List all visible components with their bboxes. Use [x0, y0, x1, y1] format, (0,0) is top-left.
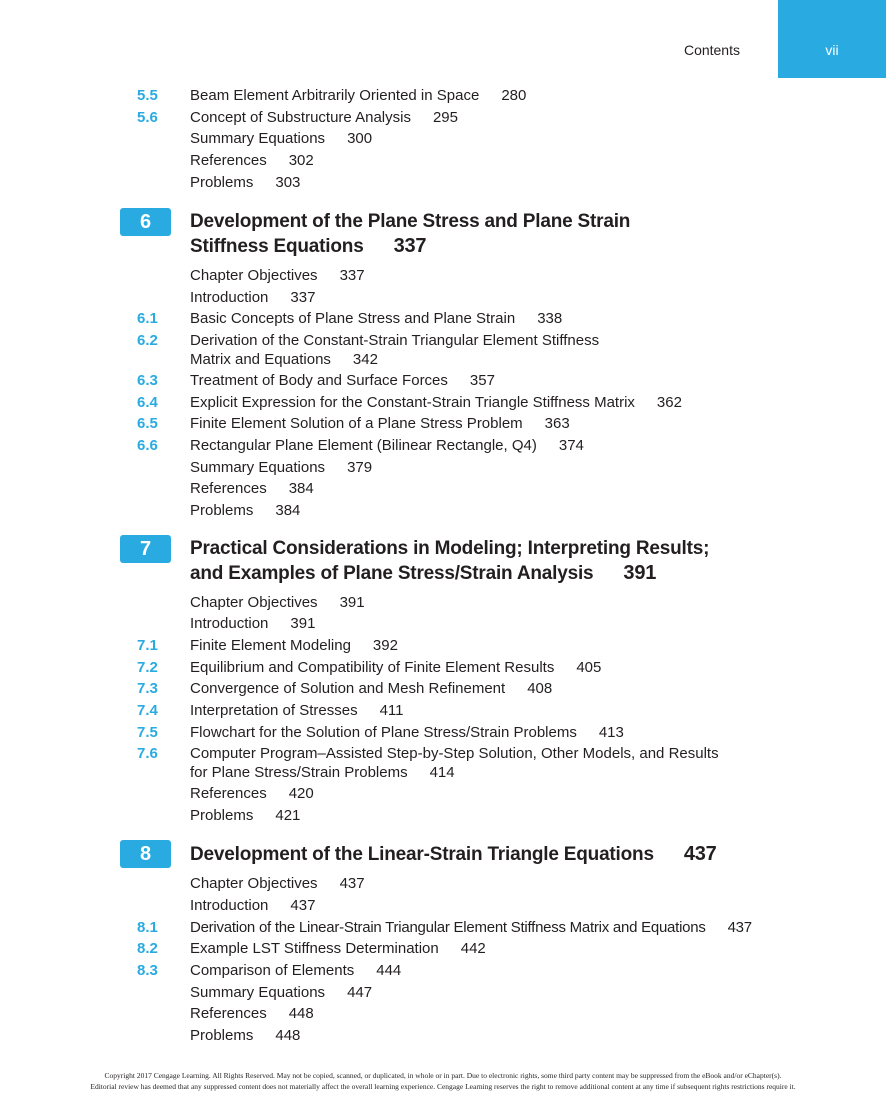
entry-page: 437: [727, 919, 752, 936]
page-number-tab: [778, 0, 886, 78]
toc-entry[interactable]: [190, 744, 719, 782]
page-number: vii: [825, 42, 839, 58]
toc-entry[interactable]: [190, 1026, 300, 1045]
entry-page: 362: [656, 394, 682, 411]
toc-entry[interactable]: [190, 288, 315, 307]
chapter-title-line: Stiffness Equations: [190, 236, 364, 257]
toc-entry[interactable]: [190, 266, 365, 285]
entry-title: Introduction: [190, 897, 269, 914]
entry-title: Summary Equations: [190, 130, 326, 147]
section-number: 7.1: [137, 637, 158, 654]
entry-title: Chapter Objectives: [190, 267, 318, 284]
entry-page: 444: [376, 962, 402, 979]
entry-page: 374: [558, 437, 584, 454]
entry-page: 414: [429, 764, 455, 781]
section-number: 6.3: [137, 372, 158, 389]
entry-page: 342: [352, 351, 378, 368]
toc-entry[interactable]: [190, 108, 458, 127]
chapter-number-badge: 6: [120, 208, 171, 236]
chapter-title[interactable]: [190, 842, 717, 867]
entry-page: 405: [576, 659, 602, 676]
entry-title: Example LST Stiffness Determination: [190, 940, 439, 957]
entry-title: Beam Element Arbitrarily Oriented in Space: [190, 87, 480, 104]
entry-title: Derivation of the Constant-Strain Triangular Element Stiffness: [190, 332, 600, 349]
entry-page: 337: [339, 267, 365, 284]
chapter-number-badge: 8: [120, 840, 171, 868]
section-number: 8.3: [137, 962, 158, 979]
toc-entry[interactable]: [190, 458, 372, 477]
entry-title: Flowchart for the Solution of Plane Stress/Strain Problems: [190, 724, 577, 741]
entry-title: Finite Element Solution of a Plane Stress Problem: [190, 415, 523, 432]
toc-entry[interactable]: [190, 983, 372, 1002]
running-head: Contents: [683, 42, 740, 58]
toc-entry[interactable]: [190, 479, 314, 498]
entry-page: 447: [347, 984, 373, 1001]
toc-entry[interactable]: [190, 151, 314, 170]
entry-page: 302: [288, 152, 314, 169]
section-number: 7.5: [137, 724, 158, 741]
entry-title: Problems: [190, 174, 254, 191]
entry-page: 411: [379, 702, 404, 719]
entry-page: 420: [288, 785, 314, 802]
entry-title: Summary Equations: [190, 984, 326, 1001]
section-number: 7.2: [137, 659, 158, 676]
toc-entry[interactable]: [190, 723, 624, 742]
toc-entry[interactable]: [190, 414, 570, 433]
copyright-notice: [0, 1070, 886, 1092]
entry-title: Equilibrium and Compatibility of Finite Element Results: [190, 659, 555, 676]
entry-title: Chapter Objectives: [190, 875, 318, 892]
toc-entry[interactable]: [190, 593, 365, 612]
entry-title: Problems: [190, 502, 254, 519]
section-number: 8.1: [137, 919, 158, 936]
entry-page: 391: [339, 594, 365, 611]
entry-page: 448: [275, 1027, 301, 1044]
entry-title: Comparison of Elements: [190, 962, 355, 979]
toc-entry[interactable]: [190, 658, 601, 677]
entry-title: References: [190, 1005, 267, 1022]
entry-page: 300: [347, 130, 373, 147]
entry-page: 337: [290, 289, 316, 306]
entry-page: 363: [544, 415, 570, 432]
chapter-title-line: Development of the Linear-Strain Triangle Equations: [190, 844, 654, 865]
toc-entry[interactable]: [190, 173, 300, 192]
toc-entry[interactable]: [190, 1004, 314, 1023]
toc-entry[interactable]: [190, 436, 584, 455]
toc-entry[interactable]: [190, 309, 562, 328]
entry-page: 280: [501, 87, 527, 104]
entry-title: References: [190, 152, 267, 169]
toc-entry[interactable]: [190, 86, 526, 105]
section-number: 5.5: [137, 87, 158, 104]
entry-title: References: [190, 480, 267, 497]
chapter-title-line: and Examples of Plane Stress/Strain Analysis: [190, 563, 594, 584]
entry-title: Matrix and Equations: [190, 351, 331, 368]
entry-page: 437: [339, 875, 365, 892]
section-number: 6.1: [137, 310, 158, 327]
chapter-number-badge: 7: [120, 535, 171, 563]
section-number: 6.2: [137, 332, 158, 349]
entry-title: Interpretation of Stresses: [190, 702, 358, 719]
entry-page: 421: [275, 807, 301, 824]
entry-title: References: [190, 785, 267, 802]
toc-entry[interactable]: [190, 331, 599, 369]
section-number: 8.2: [137, 940, 158, 957]
toc-entry[interactable]: [190, 961, 401, 980]
entry-title: Computer Program–Assisted Step-by-Step Solution, Other Models, and Results: [190, 745, 719, 762]
entry-page: 384: [275, 502, 301, 519]
toc-entry[interactable]: [190, 636, 398, 655]
entry-title: Chapter Objectives: [190, 594, 318, 611]
entry-title: Basic Concepts of Plane Stress and Plane Strain: [190, 310, 516, 327]
entry-page: 437: [290, 897, 316, 914]
entry-title: Treatment of Body and Surface Forces: [190, 372, 448, 389]
entry-page: 303: [275, 174, 301, 191]
toc-entry[interactable]: [190, 129, 372, 148]
chapter-title-line: Practical Considerations in Modeling; Interpreting Results;: [190, 538, 710, 559]
entry-page: 392: [372, 637, 398, 654]
toc-entry[interactable]: [190, 896, 315, 915]
section-number: 6.5: [137, 415, 158, 432]
entry-title: Convergence of Solution and Mesh Refinement: [190, 680, 506, 697]
chapter-page: 391: [623, 562, 657, 584]
entry-page: 442: [460, 940, 486, 957]
section-number: 6.6: [137, 437, 158, 454]
entry-page: 295: [432, 109, 458, 126]
entry-page: 338: [537, 310, 563, 327]
section-number: 5.6: [137, 109, 158, 126]
copyright-line: Copyright 2017 Cengage Learning. All Rights Reserved. May not be copied, scanned, or duplicated, in whole or in part. Due to electronic rights, some third party content may be suppressed from the eBook and/or eChapter(s).: [104, 1071, 782, 1080]
toc-entry[interactable]: [190, 614, 315, 633]
toc-entry[interactable]: [190, 918, 752, 937]
toc-entry[interactable]: [190, 679, 552, 698]
entry-page: 448: [288, 1005, 314, 1022]
toc-entry[interactable]: [190, 371, 495, 390]
chapter-page: 337: [393, 235, 427, 257]
chapter-title[interactable]: [190, 210, 630, 259]
toc-entry[interactable]: [190, 806, 300, 825]
entry-page: 413: [598, 724, 624, 741]
section-number: 6.4: [137, 394, 158, 411]
entry-title: Summary Equations: [190, 459, 326, 476]
entry-title: Finite Element Modeling: [190, 637, 351, 654]
chapter-page: 437: [683, 843, 717, 865]
entry-page: 391: [290, 615, 316, 632]
section-number: 7.6: [137, 745, 158, 762]
entry-page: 357: [469, 372, 495, 389]
chapter-title-line: Development of the Plane Stress and Plane Strain: [190, 211, 631, 232]
section-number: 7.4: [137, 702, 158, 719]
section-number: 7.3: [137, 680, 158, 697]
toc-entry[interactable]: [190, 501, 300, 520]
toc-entry[interactable]: [190, 784, 314, 803]
entry-title: Introduction: [190, 289, 269, 306]
entry-title: Explicit Expression for the Constant-Strain Triangle Stiffness Matrix: [190, 394, 635, 411]
entry-page: 384: [288, 480, 314, 497]
toc-entry[interactable]: [190, 701, 404, 720]
entry-page: 379: [347, 459, 373, 476]
entry-title: Introduction: [190, 615, 269, 632]
entry-title: for Plane Stress/Strain Problems: [190, 764, 408, 781]
chapter-title[interactable]: [190, 537, 709, 586]
toc-entry[interactable]: [190, 939, 486, 958]
entry-title: Problems: [190, 1027, 254, 1044]
entry-title: Concept of Substructure Analysis: [190, 109, 411, 126]
entry-title: Rectangular Plane Element (Bilinear Rectangle, Q4): [190, 437, 537, 454]
toc-entry[interactable]: [190, 393, 682, 412]
copyright-line: Editorial review has deemed that any suppressed content does not materially affect the overall learning experience. Cengage Learning reserves the right to remove additional content at any time if subsequent rights restrictions require it.: [90, 1082, 796, 1091]
entry-title: Problems: [190, 807, 254, 824]
entry-page: 408: [527, 680, 553, 697]
toc-entry[interactable]: [190, 874, 365, 893]
entry-title: Derivation of the Linear-Strain Triangular Element Stiffness Matrix and Equations: [190, 919, 706, 936]
